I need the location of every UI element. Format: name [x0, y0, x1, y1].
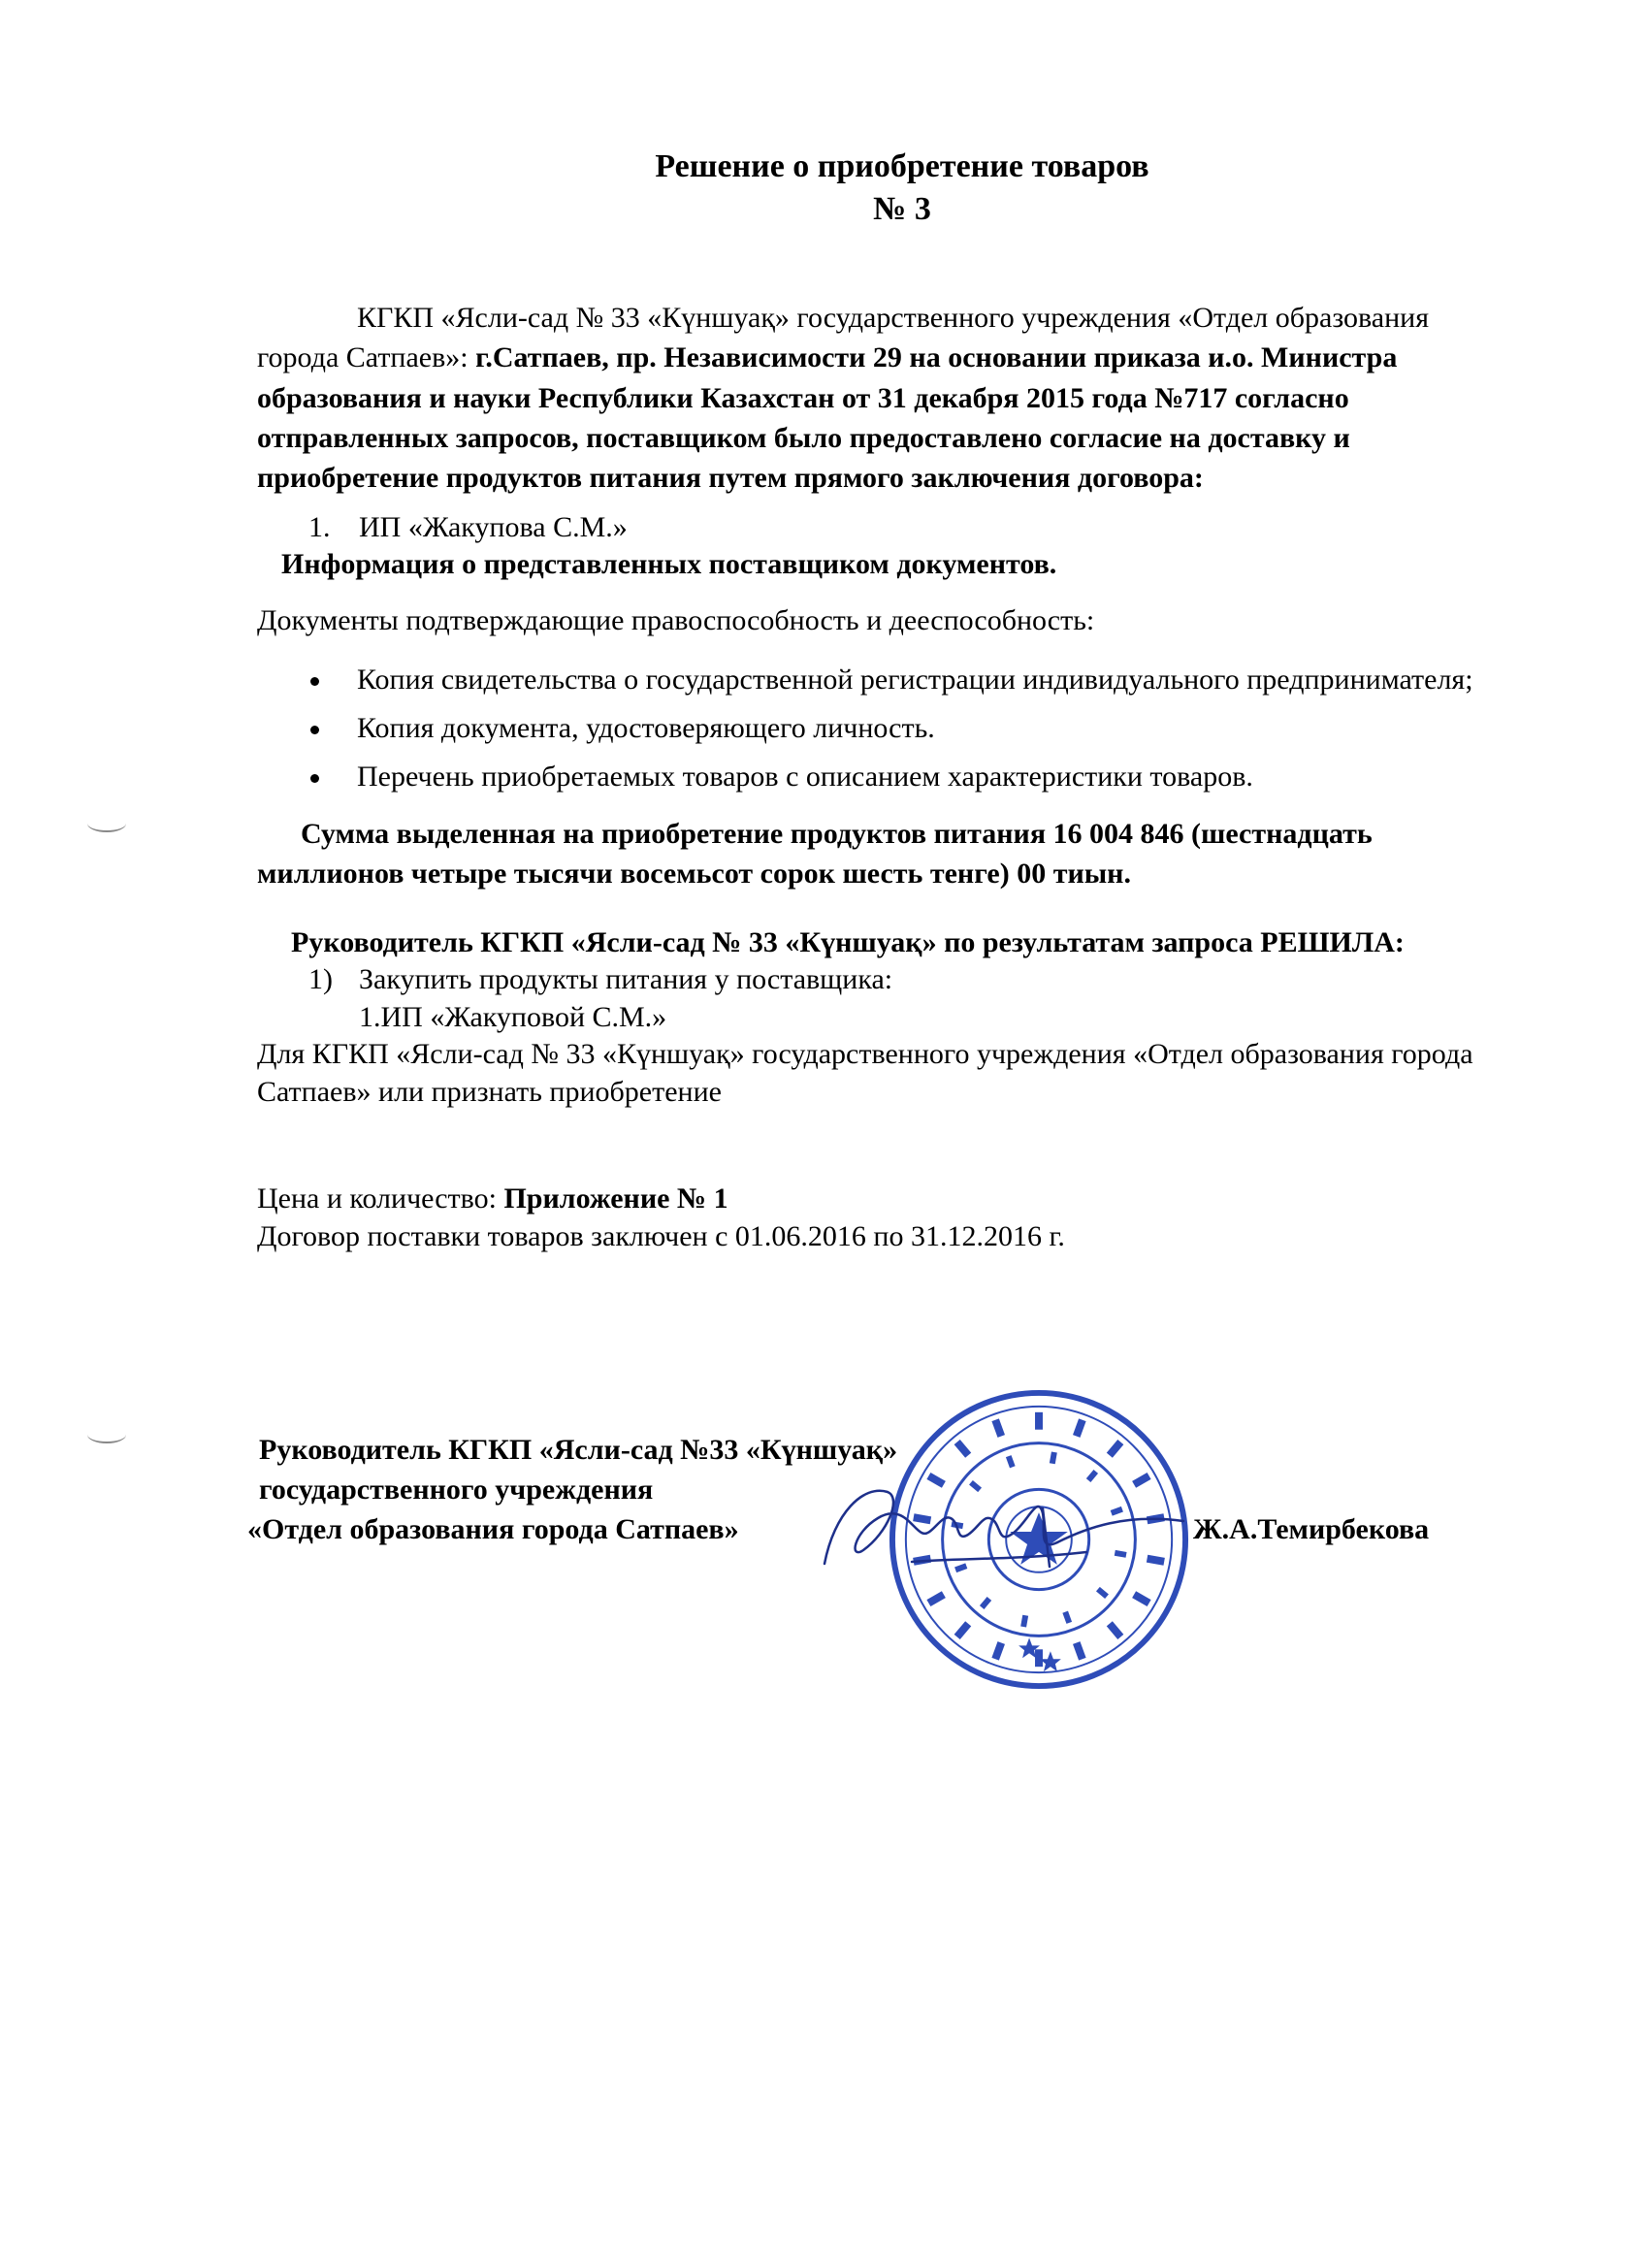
- sum-line-1: Сумма выделенная на приобретение продуктов питания 16 004 846 (шестнадцать: [301, 818, 1373, 850]
- signature-line-1: Руководитель КГКП «Ясли-сад №33 «Күншуақ»: [259, 1434, 898, 1466]
- decision-item: [308, 960, 892, 1000]
- intro-line-2-bold: г.Сатпаев, пр. Независимости 29 на основании приказа и.о. Министра: [475, 341, 1398, 373]
- decision-item-number: 1): [308, 963, 333, 995]
- supplier-item-number: 1.: [308, 511, 331, 543]
- sum-line-2: миллионов четыре тысячи восемьсот сорок шесть тенге) 00 тиын.: [257, 858, 1131, 890]
- list-item: Копия свидетельства о государственной регистрации индивидуального предпринимателя;: [310, 656, 1473, 704]
- list-item: Перечень приобретаемых товаров с описанием характеристики товаров.: [310, 753, 1473, 801]
- handwritten-signature-icon: [795, 1474, 1203, 1581]
- title-number: № 3: [873, 191, 931, 228]
- price-value: Приложение № 1: [503, 1183, 728, 1215]
- punch-hole-icon: [87, 1426, 126, 1443]
- intro-line-3: образования и науки Республики Казахстан от 31 декабря 2015 года №717 согласно: [257, 382, 1349, 414]
- contract-period: Договор поставки товаров заключен с 01.06.2016 по 31.12.2016 г.: [257, 1220, 1065, 1252]
- decision-item-text: Закупить продукты питания у поставщика:: [359, 963, 893, 995]
- decision-line-1: Для КГКП «Ясли-сад № 33 «Күншуақ» государственного учреждения «Отдел образования города: [257, 1038, 1473, 1070]
- supplier-item-text: ИП «Жакупова С.М.»: [359, 511, 628, 543]
- supplier-item: [308, 508, 628, 548]
- intro-line-4: отправленных запросов, поставщиком было предоставлено согласие на доставку и: [257, 422, 1350, 454]
- docs-list: [310, 656, 1473, 801]
- intro-line-5: приобретение продуктов питания путем прямого заключения договора:: [257, 462, 1204, 494]
- page-title: [0, 146, 1649, 231]
- price-line: [257, 1180, 728, 1219]
- docs-heading: Документы подтверждающие правоспособность и дееспособность:: [257, 604, 1095, 636]
- decision-sub-item: 1.ИП «Жакуповой С.М.»: [359, 1001, 667, 1033]
- punch-hole-icon: [87, 815, 126, 832]
- intro-line-1: КГКП «Ясли-сад № 33 «Күншуақ» государственного учреждения «Отдел образования: [357, 302, 1430, 334]
- docs-info-heading: Информация о представленных поставщиком документов.: [281, 548, 1057, 580]
- decision-line-2: Сатпаев» или признать приобретение: [257, 1076, 722, 1108]
- signer-name: Ж.А.Темирбекова: [1193, 1513, 1430, 1545]
- title-line-1: Решение о приобретение товаров: [655, 148, 1149, 184]
- signature-line-2: государственного учреждения: [259, 1474, 654, 1506]
- signature-line-3: «Отдел образования города Сатпаев»: [247, 1513, 739, 1545]
- intro-line-2: [257, 339, 1397, 378]
- decision-heading: Руководитель КГКП «Ясли-сад № 33 «Күншуақ» по результатам запроса РЕШИЛА:: [291, 926, 1405, 958]
- list-item: Копия документа, удостоверяющего личность.: [310, 704, 1473, 753]
- intro-line-2-normal: города Сатпаев»:: [257, 341, 476, 373]
- price-label: Цена и количество:: [257, 1183, 504, 1215]
